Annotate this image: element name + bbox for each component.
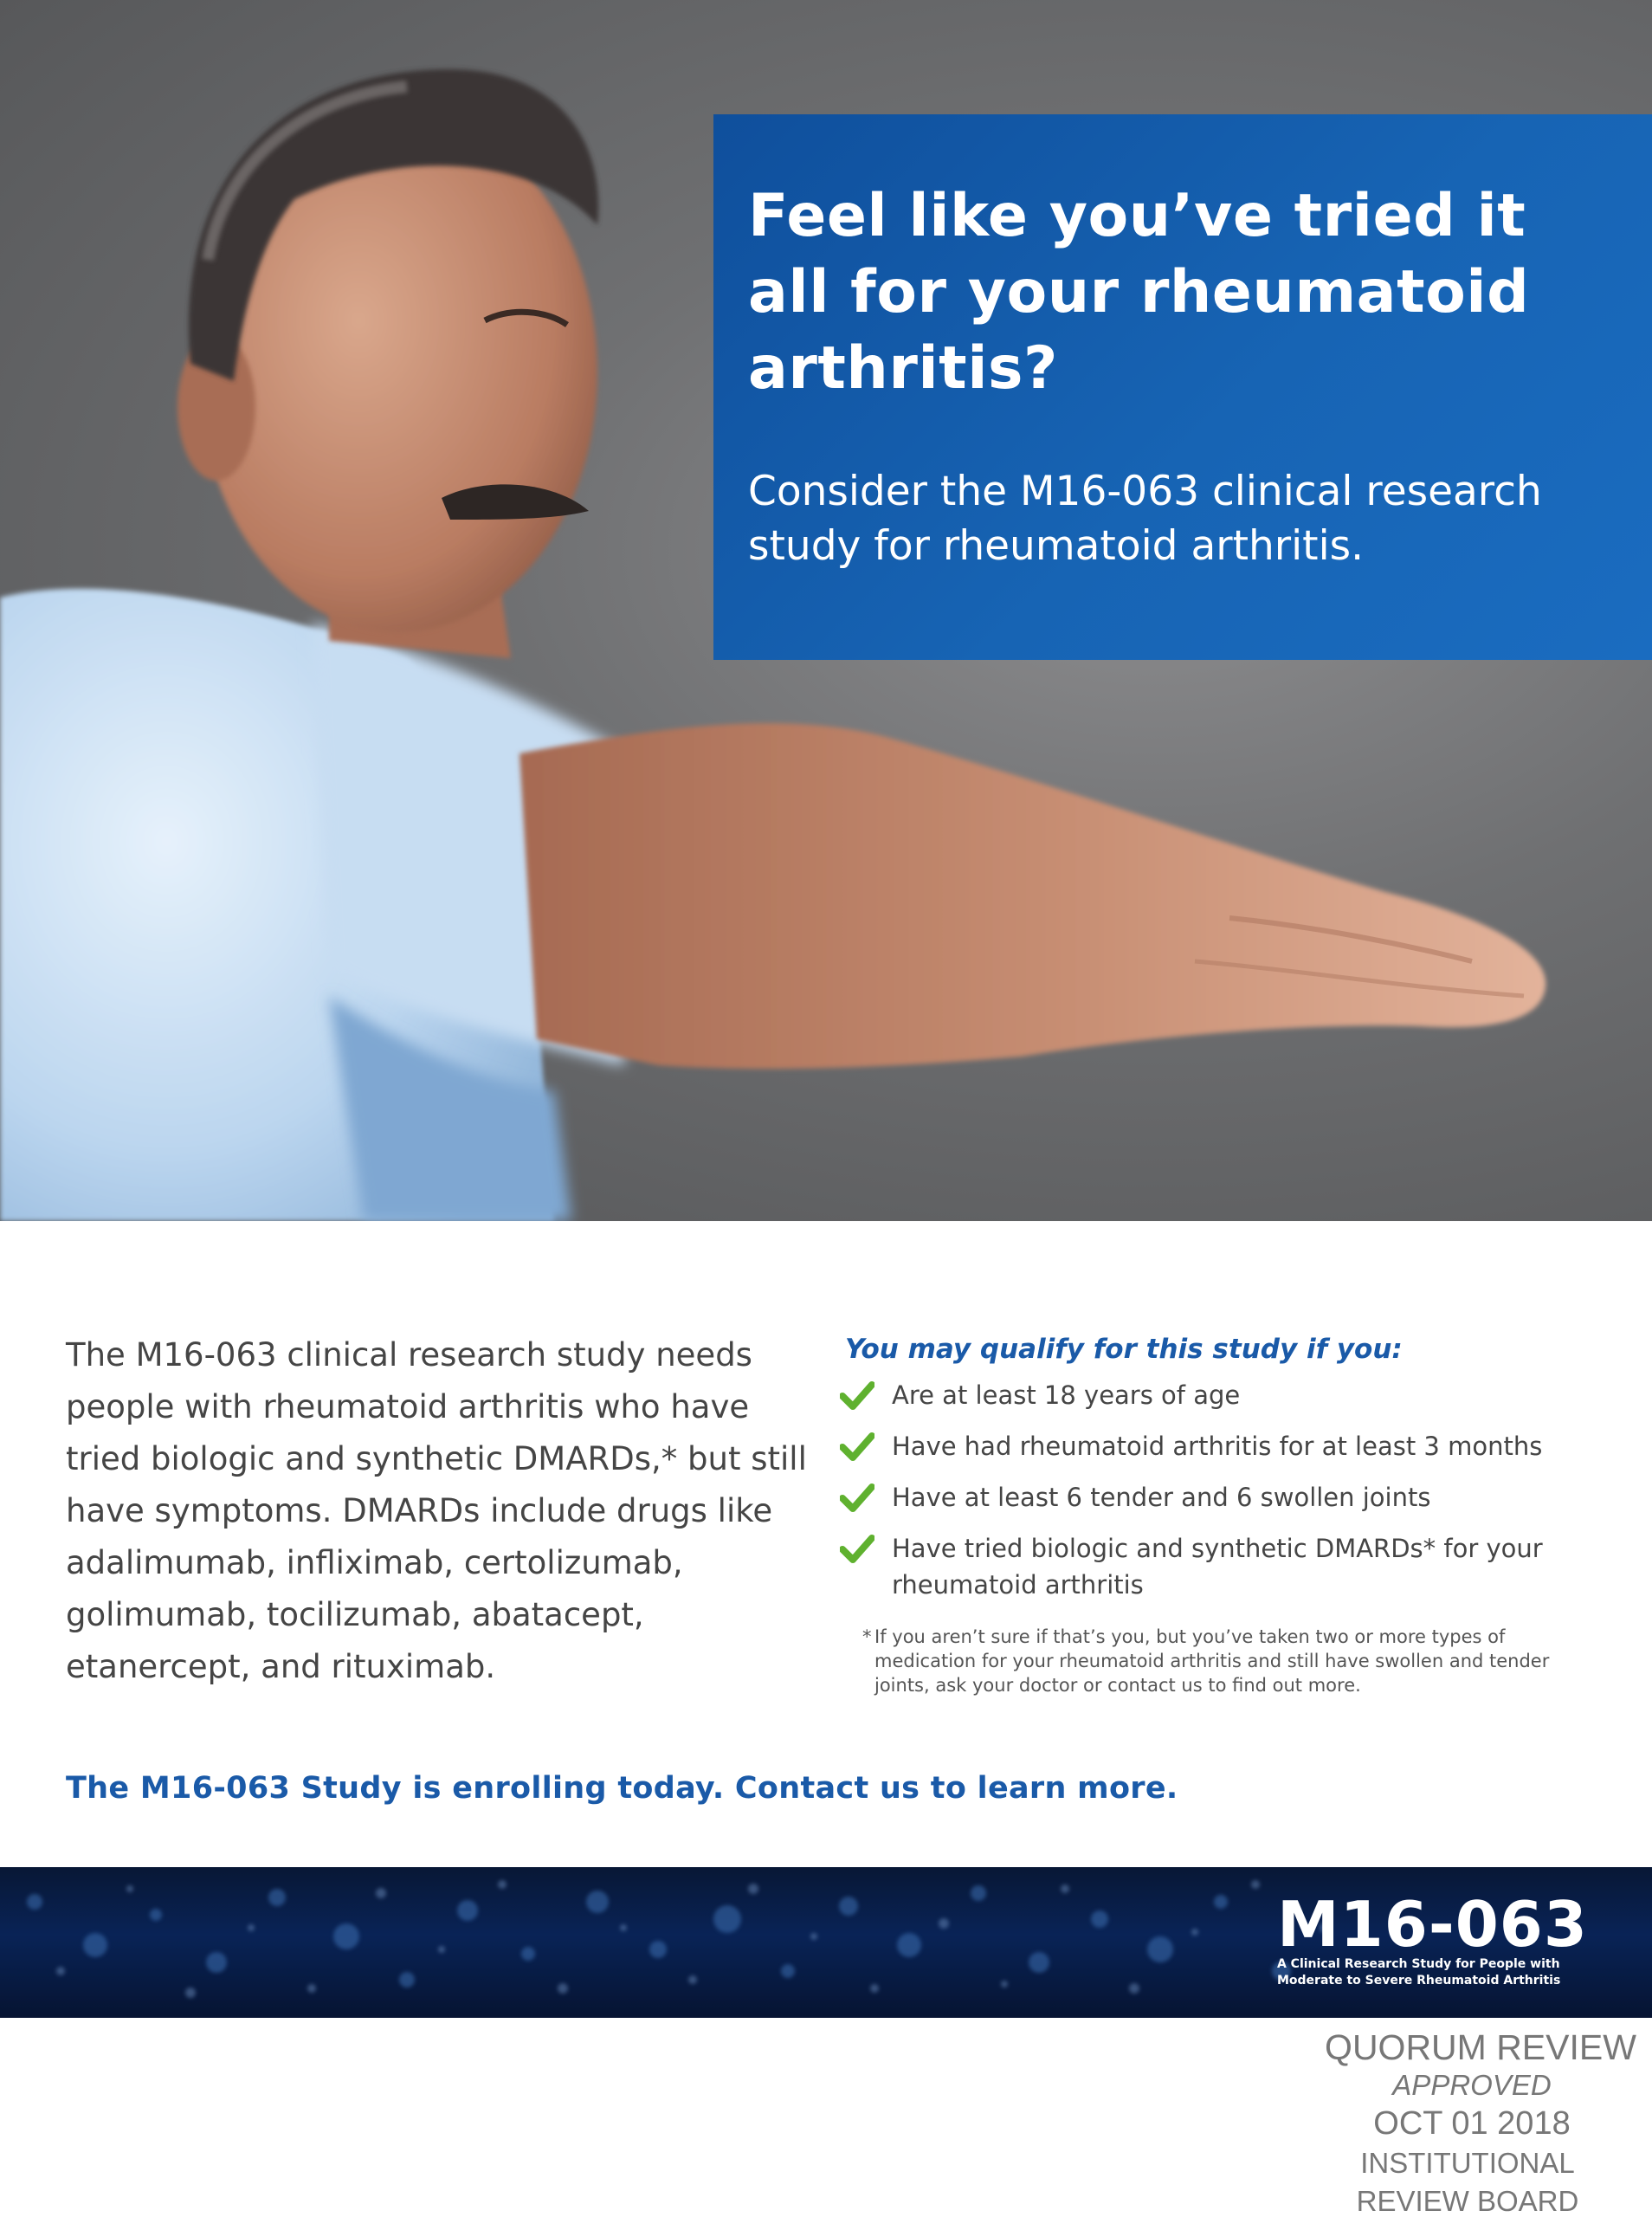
- qualify-item: [840, 1377, 1619, 1413]
- qualify-item: [840, 1479, 1619, 1516]
- bottom-banner: [0, 1867, 1652, 2018]
- subheadline: Consider the M16-063 clinical research study for rheumatoid arthritis.: [748, 468, 1542, 570]
- footnote-mark: *: [862, 1626, 872, 1647]
- stamp-date: OCT 01 2018: [1373, 2105, 1571, 2142]
- footnote: [862, 1625, 1584, 1697]
- approval-stamp: [1316, 2026, 1645, 2220]
- stamp-line-2: APPROVED: [1392, 2069, 1552, 2101]
- qualify-item: [840, 1530, 1619, 1603]
- stamp-line-5: REVIEW BOARD: [1356, 2185, 1579, 2217]
- qualify-item: [840, 1428, 1619, 1464]
- qualify-title: You may qualify for this study if you:: [845, 1334, 1403, 1365]
- intro-paragraph: The M16-063 clinical research study needs people with rheumatoid arthritis who have tried biologic and synthetic DMARDs,* but still have symptoms. DMARDs include drugs like adalimumab, infliximab, certolizumab, golimumab, tocilizumab, abatacept, etanercept, and rituximab.: [66, 1336, 807, 1685]
- qualify-item-text: Are at least 18 years of age: [892, 1380, 1241, 1410]
- call-to-action: The M16-063 Study is enrolling today. Contact us to learn more.: [66, 1771, 1178, 1806]
- check-icon: [840, 1483, 874, 1514]
- check-icon: [840, 1534, 874, 1565]
- qualify-item-text: Have at least 6 tender and 6 swollen joints: [892, 1483, 1431, 1512]
- headline: Feel like you’ve tried it all for your rheumatoid arthritis?: [748, 182, 1530, 403]
- qualify-item-text: Have had rheumatoid arthritis for at least 3 months: [892, 1432, 1543, 1461]
- stamp-line-1: QUORUM REVIEW: [1325, 2027, 1636, 2067]
- logo-title: M16-063: [1276, 1888, 1588, 1961]
- check-icon: [840, 1432, 874, 1463]
- qualify-list: [840, 1377, 1619, 1603]
- headline-box: [713, 114, 1652, 660]
- logo-tagline: Moderate to Severe Rheumatoid Arthritis: [1276, 1974, 1561, 1988]
- study-logo: [1276, 1888, 1588, 1988]
- qualify-item-text: Have tried biologic and synthetic DMARDs* for your rheumatoid arthritis: [892, 1534, 1543, 1600]
- check-icon: [840, 1380, 874, 1412]
- stamp-line-4: INSTITUTIONAL: [1360, 2147, 1575, 2179]
- footnote-text: If you aren’t sure if that’s you, but you’ve taken two or more types of medication for your rheumatoid arthritis and still have swollen and tender joints, ask your doctor or contact us to find out more.: [874, 1626, 1550, 1696]
- logo-tagline: A Clinical Research Study for People with: [1276, 1957, 1560, 1971]
